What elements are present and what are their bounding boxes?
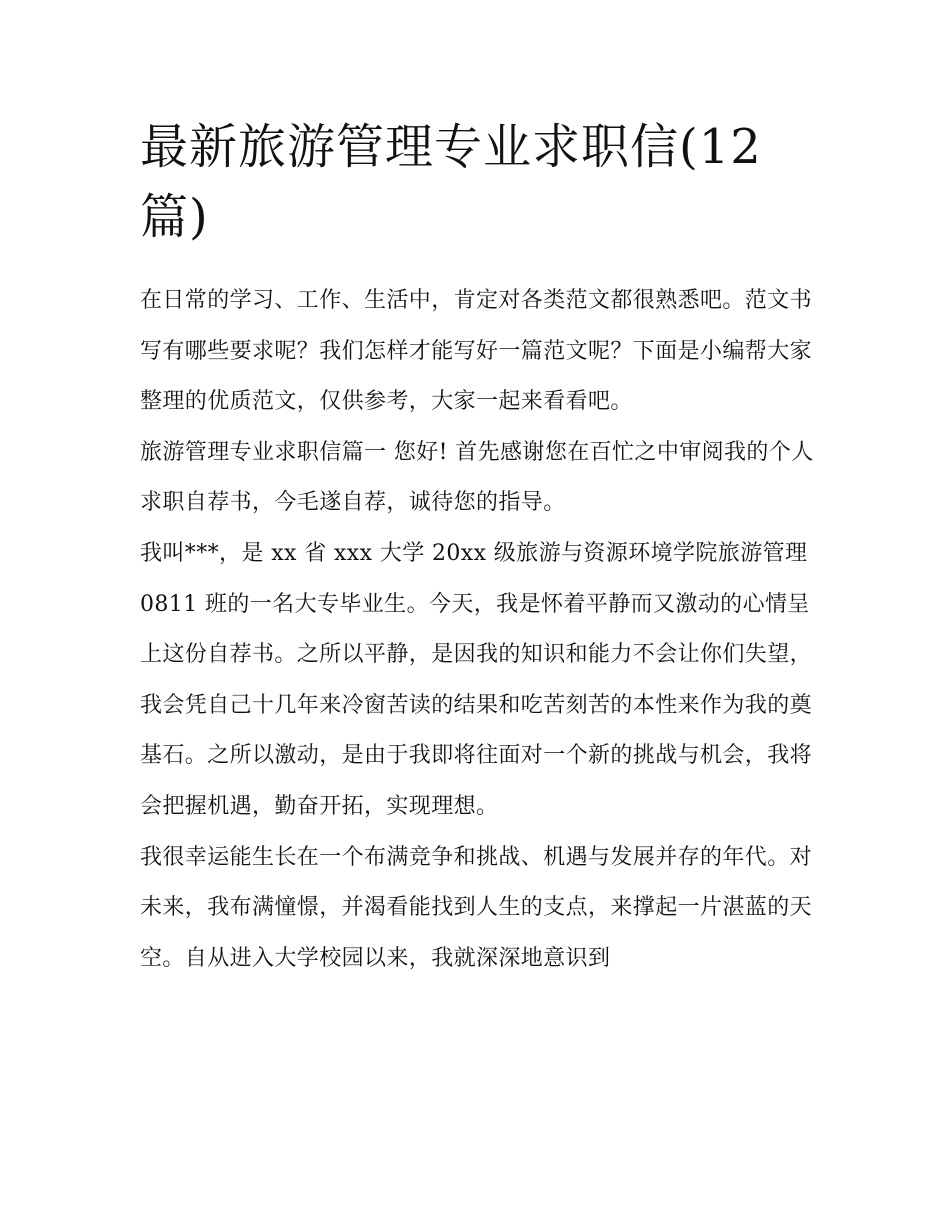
document-body: [140, 276, 815, 984]
paragraph-self-introduction: 我叫***，是 xx 省 xxx 大学 20xx 级旅游与资源环境学院旅游管理 0811 班的一名大专毕业生。今天，我是怀着平静而又激动的心情呈上这份自荐书。之所以平静，是因我的知识和能力不会让你们失望，我会凭自己十几年来冷窗苦读的结果和吃苦刻苦的本性来作为我的奠基石。之所以激动，是由于我即将往面对一个新的挑战与机会，我将会把握机遇，勤奋开拓，实现理想。: [140, 540, 813, 819]
paragraph-aspiration: 我很幸运能生长在一个布满竞争和挑战、机遇与发展并存的年代。对未来，我布满憧憬，并渴看能找到人生的支点，来撑起一片湛蓝的天空。自从进入大学校园以来，我就深深地意识到: [140, 844, 813, 971]
paragraph-intro: 在日常的学习、工作、生活中，肯定对各类范文都很熟悉吧。范文书写有哪些要求呢？我们怎样才能写好一篇范文呢？下面是小编帮大家整理的优质范文，仅供参考，大家一起来看看吧。: [140, 288, 813, 415]
paragraph-greeting: 旅游管理专业求职信篇一 您好! 首先感谢您在百忙之中审阅我的个人求职自荐书，今毛遂自荐，诚待您的指导。: [140, 439, 814, 516]
document-title: 最新旅游管理专业求职信(12篇): [140, 119, 762, 245]
